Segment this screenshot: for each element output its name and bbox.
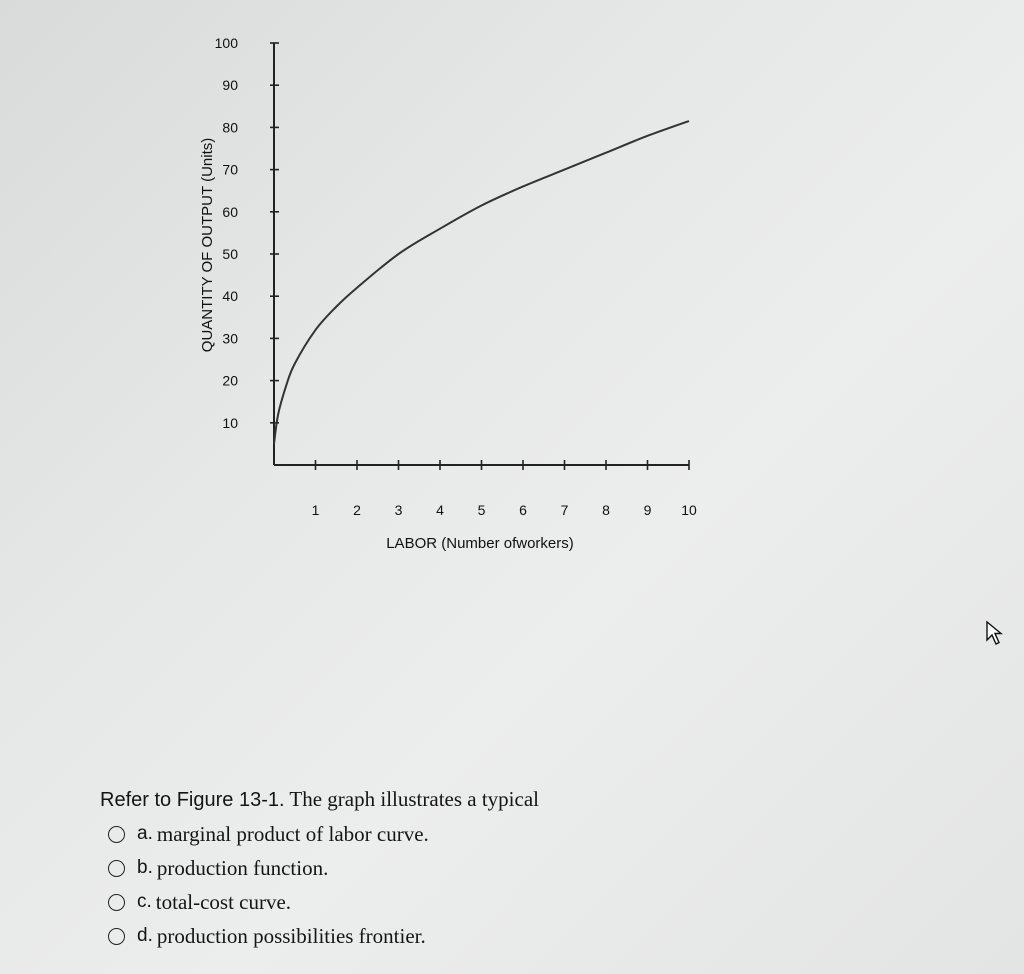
x-tick-label: 2 — [353, 502, 361, 518]
option-c-text: total-cost curve. — [155, 889, 292, 914]
x-axis-label: LABOR (Number ofworkers) — [386, 535, 574, 552]
option-d-letter: d. — [137, 925, 153, 946]
option-b-text: production function. — [156, 855, 329, 880]
y-tick-label: 100 — [214, 35, 238, 51]
option-a-letter: a. — [137, 823, 153, 844]
option-c-letter: c. — [137, 891, 152, 912]
option-a-text: marginal product of labor curve. — [156, 821, 429, 846]
radio-c[interactable] — [108, 894, 125, 911]
y-tick-label: 60 — [222, 203, 238, 220]
y-tick-label: 80 — [222, 119, 238, 136]
option-c[interactable] — [108, 885, 800, 919]
question-text: The graph illustrates a typical — [284, 787, 539, 811]
production-curve-0 — [274, 121, 689, 444]
y-tick-label: 70 — [222, 161, 238, 178]
option-d[interactable] — [108, 919, 800, 953]
option-b-letter: b. — [137, 857, 153, 878]
option-d-text: production possibilities frontier. — [156, 923, 426, 948]
x-tick-label: 1 — [311, 502, 320, 518]
x-tick-label: 5 — [477, 502, 486, 518]
radio-a[interactable] — [108, 826, 125, 843]
chart-axes — [274, 43, 689, 465]
y-tick-label: 50 — [222, 246, 238, 262]
y-tick-label: 30 — [222, 330, 238, 347]
question-prompt — [100, 782, 800, 817]
x-tick-label: 6 — [519, 502, 527, 518]
mouse-cursor-icon — [985, 620, 1005, 646]
option-a[interactable] — [108, 817, 800, 851]
chart-ticks — [215, 35, 697, 518]
x-tick-label: 3 — [394, 502, 403, 518]
y-tick-label: 90 — [222, 77, 238, 94]
question-reference: Refer to Figure 13-1. — [100, 789, 285, 811]
x-tick-label: 4 — [436, 502, 444, 518]
chart-series — [274, 121, 689, 444]
y-axis-label: QUANTITY OF OUTPUT (Units) — [199, 137, 216, 353]
y-tick-label: 10 — [222, 414, 238, 431]
x-tick-label: 10 — [681, 502, 697, 518]
radio-d[interactable] — [108, 928, 125, 945]
question-block — [100, 782, 800, 953]
y-tick-label: 40 — [222, 288, 238, 305]
radio-b[interactable] — [108, 860, 125, 877]
x-tick-label: 8 — [602, 502, 610, 518]
y-tick-label: 20 — [222, 372, 238, 389]
x-tick-label: 9 — [643, 502, 652, 518]
option-b[interactable] — [108, 851, 800, 885]
x-tick-label: 7 — [560, 502, 569, 518]
